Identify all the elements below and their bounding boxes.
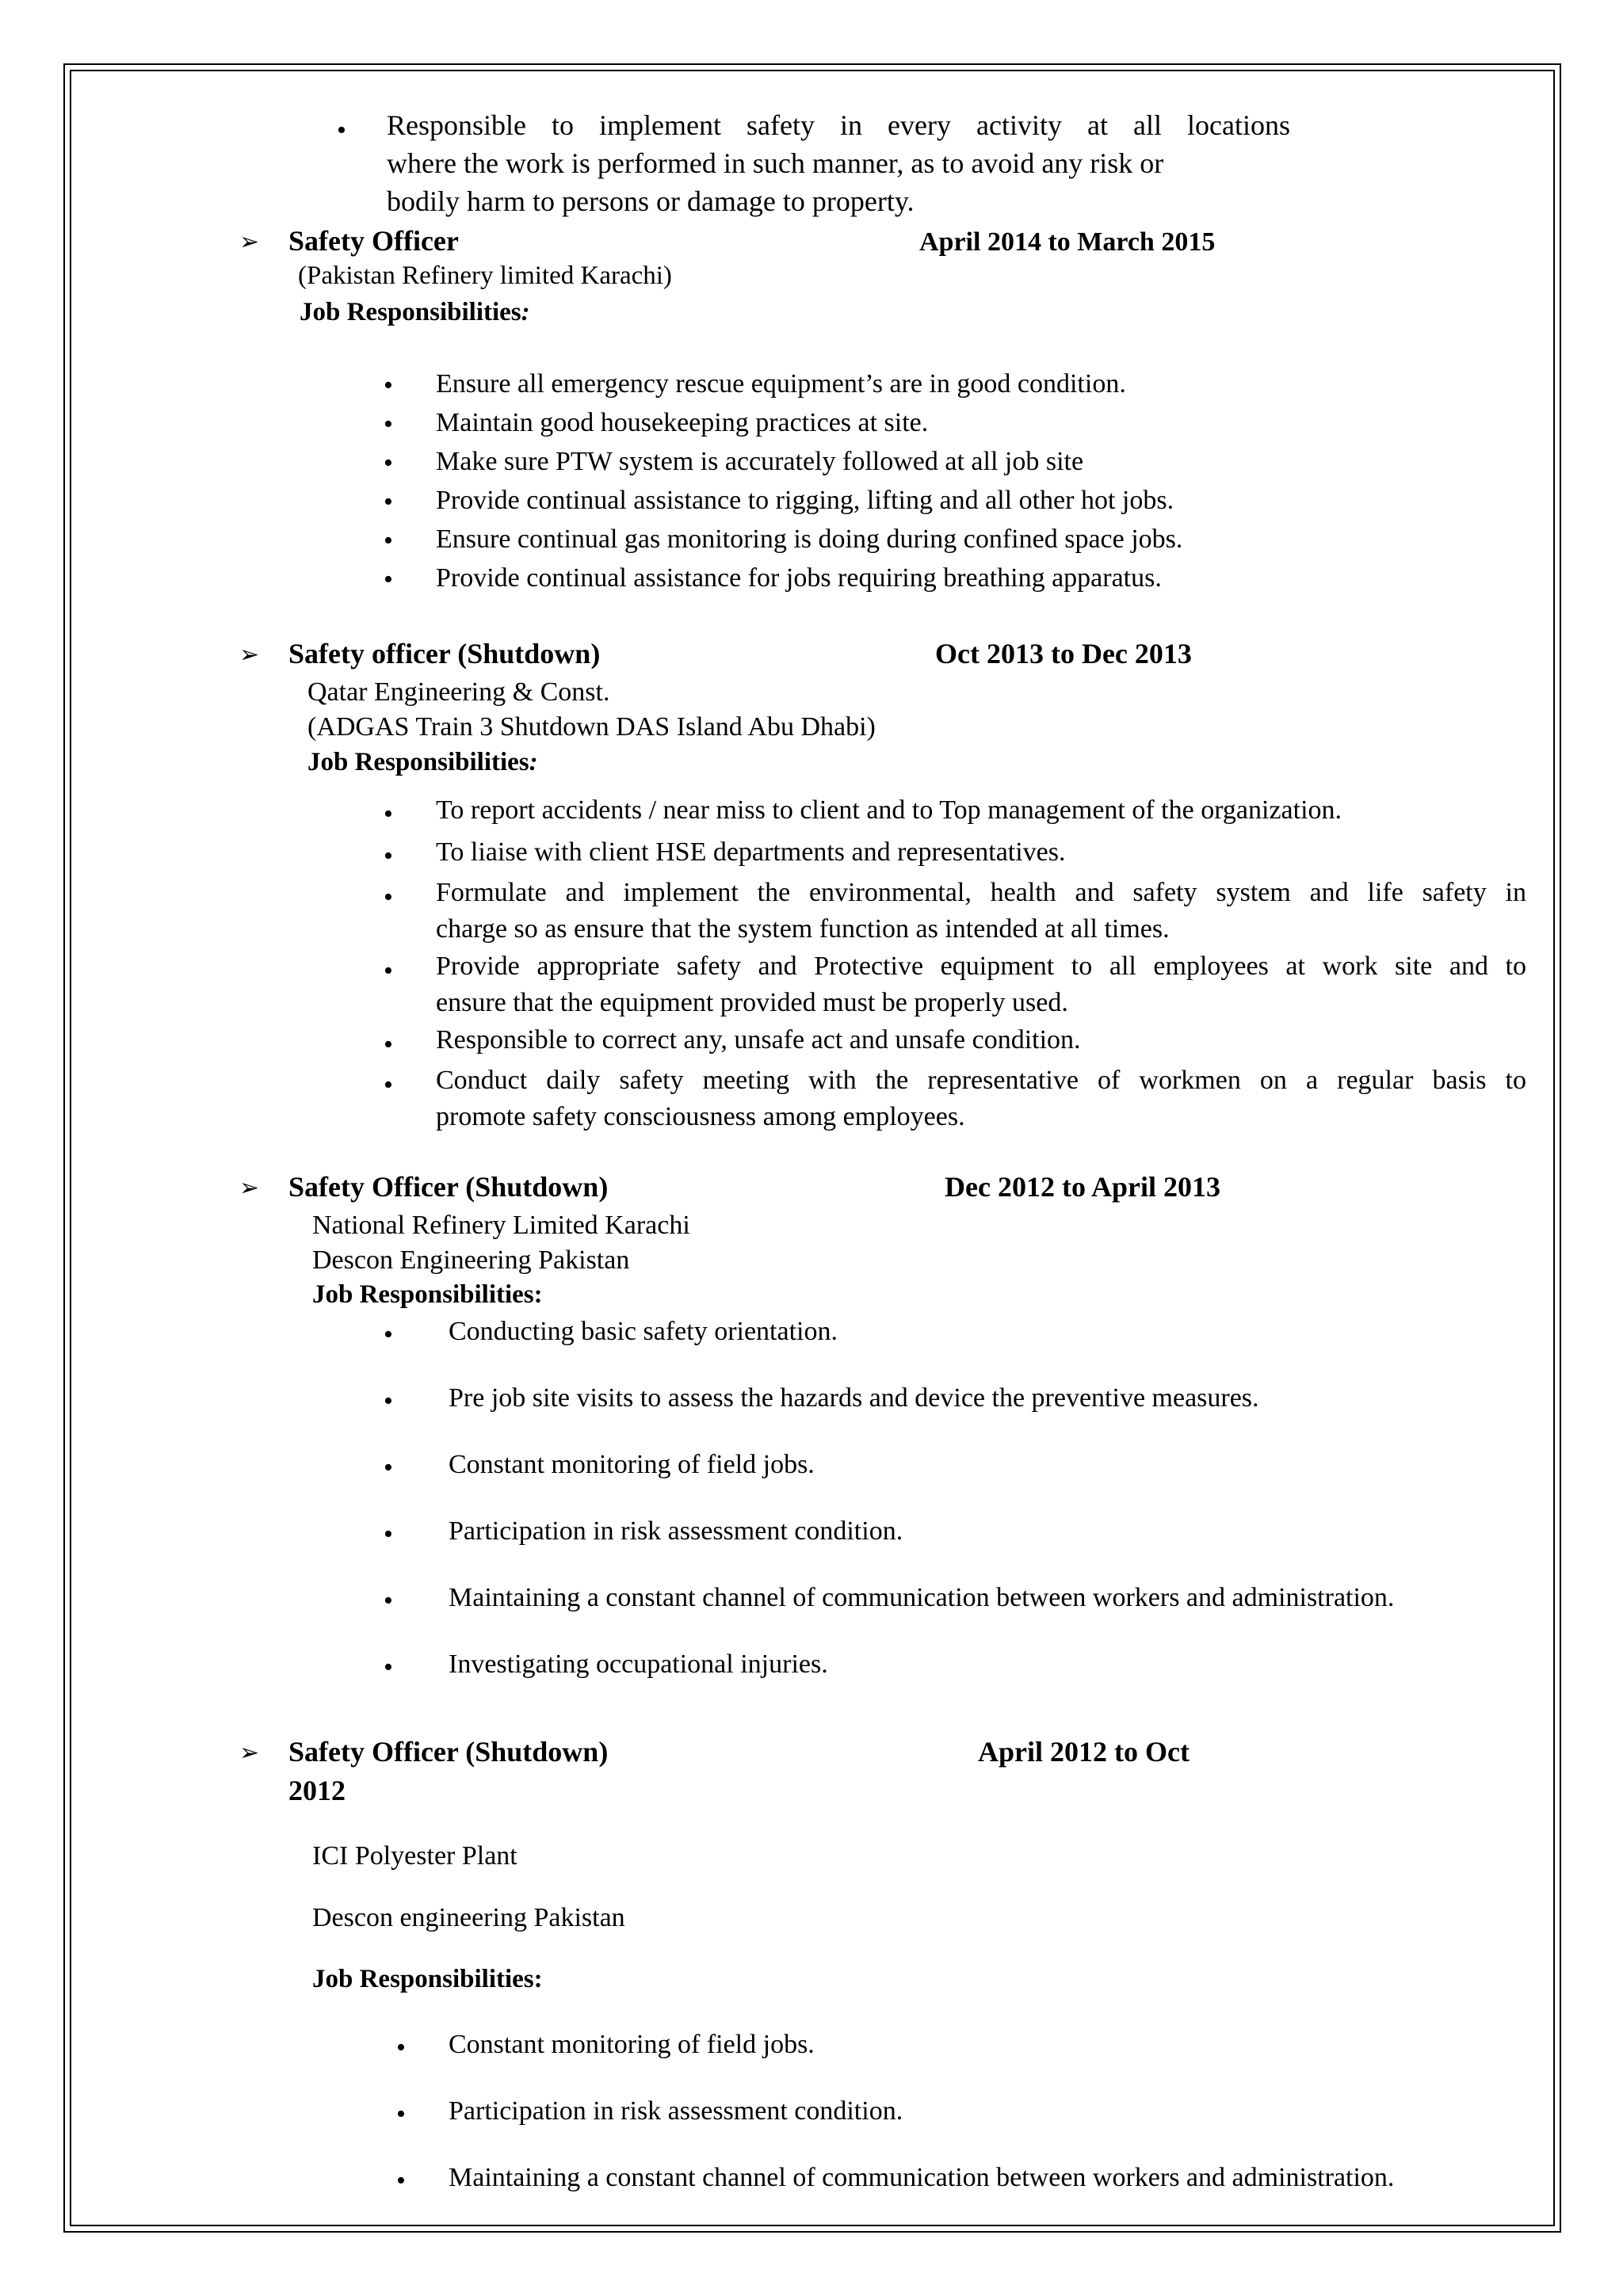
- list-item: Ensure all emergency rescue equipment’s are in good condition.: [436, 369, 1126, 399]
- list-item: Provide continual assistance to rigging, lifting and all other hot jobs.: [436, 486, 1174, 515]
- list-item: Pre job site visits to assess the hazards and device the preventive measures.: [449, 1383, 1259, 1413]
- intro-line: where the work is performed in such manner, as to avoid any risk or: [387, 147, 1164, 179]
- list-item: Participation in risk assessment condition.: [449, 2096, 903, 2126]
- list-item-line: Provide appropriate safety and Protective equipment to all employees at work site and to: [436, 952, 1526, 981]
- arrow-bullet-icon: ➢: [239, 642, 260, 668]
- list-item: [436, 948, 1526, 1021]
- job-dates: Dec 2012 to April 2013: [945, 1171, 1220, 1203]
- bullet-icon: •: [384, 487, 393, 517]
- list-item: To report accidents / near miss to client and to Top management of the organization.: [436, 795, 1342, 825]
- job-title: Safety Officer: [288, 225, 459, 257]
- list-item: Ensure continual gas monitoring is doing during confined space jobs.: [436, 524, 1183, 554]
- bullet-icon: •: [396, 2033, 406, 2062]
- arrow-bullet-icon: ➢: [239, 1740, 260, 1766]
- intro-line: Responsible to implement safety in every activity at all locations: [387, 109, 1290, 141]
- bullet-icon: •: [384, 1586, 393, 1615]
- bullet-icon: •: [384, 956, 393, 986]
- list-item: Maintaining a constant channel of communication between workers and administration.: [449, 2163, 1395, 2192]
- list-item: Make sure PTW system is accurately followed at all job site: [436, 447, 1084, 476]
- bullet-icon: •: [384, 1453, 393, 1482]
- job-company: Descon engineering Pakistan: [312, 1903, 625, 1932]
- job-dates-continued: 2012: [288, 1775, 346, 1806]
- bullet-icon: •: [396, 2166, 406, 2195]
- list-item: Constant monitoring of field jobs.: [449, 1450, 815, 1479]
- job-title: Safety Officer (Shutdown): [288, 1171, 609, 1203]
- job-company: (ADGAS Train 3 Shutdown DAS Island Abu Dhabi): [307, 712, 876, 742]
- bullet-icon: •: [384, 1320, 393, 1349]
- intro-paragraph: [387, 106, 1290, 220]
- list-item: Participation in risk assessment condition.: [449, 1516, 903, 1546]
- list-item: Responsible to correct any, unsafe act and unsafe condition.: [436, 1025, 1081, 1055]
- list-item: Conducting basic safety orientation.: [449, 1317, 838, 1346]
- list-item: Constant monitoring of field jobs.: [449, 2030, 815, 2059]
- bullet-icon: •: [384, 1386, 393, 1416]
- bullet-icon: •: [384, 565, 393, 594]
- job-dates: April 2014 to March 2015: [919, 227, 1216, 257]
- list-item: To liaise with client HSE departments and representatives.: [436, 837, 1066, 867]
- bullet-icon: •: [384, 883, 393, 912]
- list-item: Investigating occupational injuries.: [449, 1650, 828, 1679]
- list-item: [436, 1062, 1526, 1135]
- bullet-icon: •: [384, 1030, 393, 1059]
- bullet-icon: •: [384, 1070, 393, 1100]
- bullet-icon: •: [384, 799, 393, 829]
- job-title: Safety officer (Shutdown): [288, 638, 601, 669]
- list-item: Provide continual assistance for jobs requiring breathing apparatus.: [436, 563, 1162, 593]
- bullet-icon: •: [396, 2100, 406, 2129]
- arrow-bullet-icon: ➢: [239, 1175, 260, 1201]
- list-item-line: ensure that the equipment provided must be properly used.: [436, 988, 1068, 1017]
- bullet-icon: •: [384, 448, 393, 478]
- list-item-line: Formulate and implement the environmental, health and safety system and life safety in: [436, 878, 1526, 907]
- job-responsibilities-heading: Job Responsibilities:: [312, 1965, 543, 1993]
- list-item-line: promote safety consciousness among employees.: [436, 1102, 965, 1131]
- list-item-line: Conduct daily safety meeting with the representative of workmen on a regular basis to: [436, 1066, 1526, 1095]
- job-company: Qatar Engineering & Const.: [307, 677, 610, 707]
- job-company: ICI Polyester Plant: [312, 1841, 517, 1871]
- job-title: Safety Officer (Shutdown): [288, 1736, 609, 1768]
- intro-line: bodily harm to persons or damage to property.: [387, 185, 915, 217]
- job-company: Descon Engineering Pakistan: [312, 1245, 630, 1275]
- list-item-line: charge so as ensure that the system function as intended at all times.: [436, 914, 1170, 944]
- bullet-icon: •: [384, 1653, 393, 1682]
- job-dates: April 2012 to Oct: [978, 1736, 1190, 1768]
- job-company: (Pakistan Refinery limited Karachi): [298, 261, 672, 290]
- bullet-icon: •: [384, 841, 393, 871]
- job-dates: Oct 2013 to Dec 2013: [935, 638, 1192, 669]
- list-item: [436, 875, 1526, 948]
- job-responsibilities-heading: Job Responsibilities:: [307, 748, 538, 776]
- job-responsibilities-heading: Job Responsibilities:: [312, 1280, 543, 1309]
- bullet-icon: •: [384, 526, 393, 555]
- bullet-icon: •: [384, 410, 393, 439]
- arrow-bullet-icon: ➢: [239, 229, 260, 255]
- bullet-icon: •: [384, 1520, 393, 1549]
- job-company: National Refinery Limited Karachi: [312, 1211, 690, 1240]
- job-responsibilities-heading: Job Responsibilities:: [300, 298, 530, 326]
- list-item: Maintain good housekeeping practices at site.: [436, 408, 929, 437]
- bullet-icon: •: [384, 371, 393, 400]
- bullet-icon: •: [337, 116, 346, 145]
- list-item: Maintaining a constant channel of communication between workers and administration.: [449, 1583, 1395, 1612]
